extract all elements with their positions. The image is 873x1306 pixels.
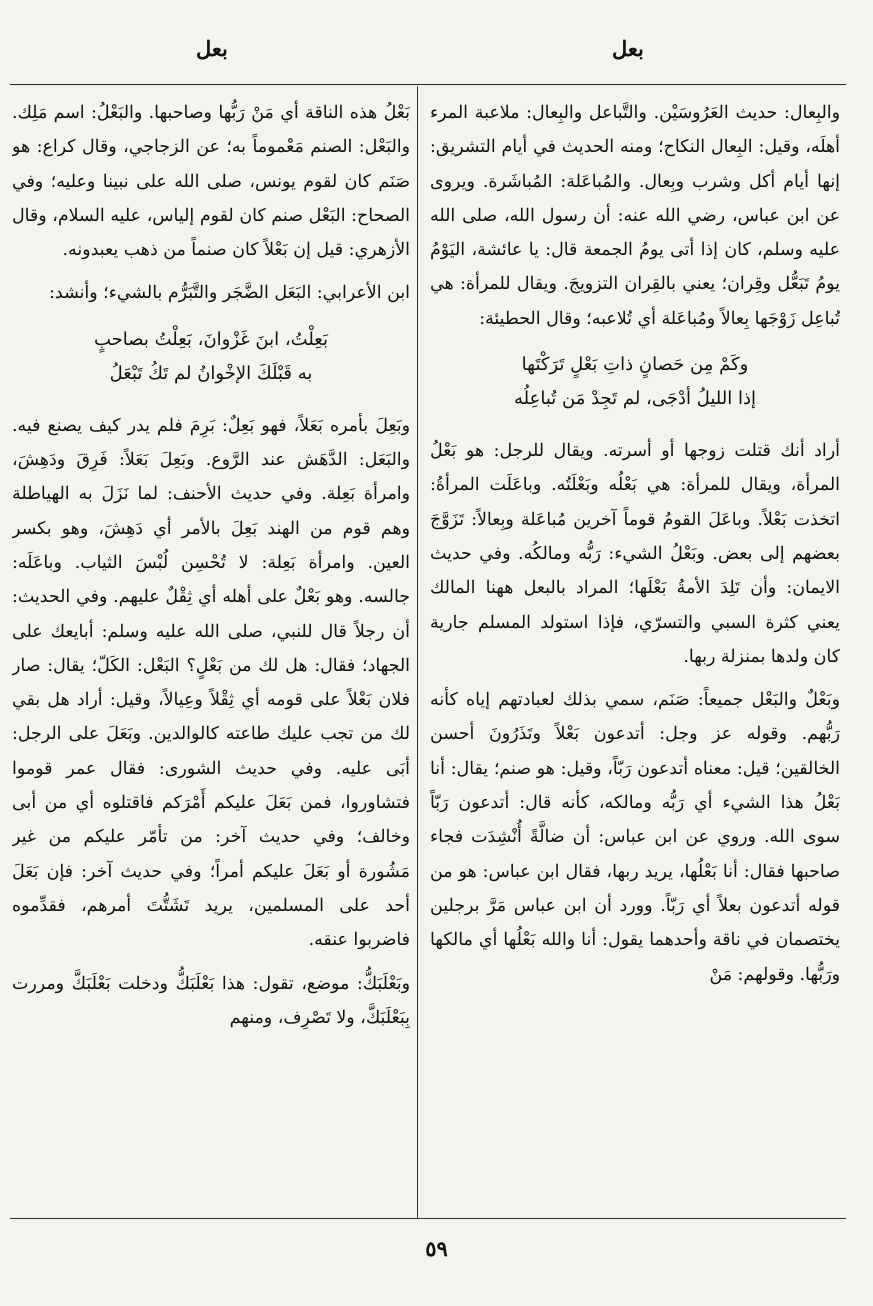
verse-line: به قَبْلَكَ الإخْوانُ لم تَكُ تَبْعَلُ xyxy=(109,362,313,384)
column-divider xyxy=(417,86,418,1218)
paragraph: أراد أنك قتلت زوجها أو أسرته. ويقال للرجل: هو بَعْلُ المرأة، ويقال للمرأة: هي بَعْلُه وبَعْلَتُه. وباعَلَت المرأةُ: اتخذت بَعْلاً. وباعَلَ القومُ قوماً آخرين مُباعَلة وبِعالاً: تَزَوَّجَ بعضهم إلى بعض. وبَعْلُ الشيء: رَبُّه ومالكُه. وفي حديث الايمان: وأن تَلِدَ الأمةُ بَعْلَها؛ المراد بالبعل ههنا المالك يعني كثرة السبي والتسرّي، فإذا استولد المسلم جارية كان ولدها بمنزلة ربها. xyxy=(430,441,840,667)
verse-line: بَعِلْتُ، ابنَ غَزْوانَ، بَعِلْتُ بصاحبٍ xyxy=(93,328,329,350)
header-rule xyxy=(10,84,846,85)
paragraph: وبَعِلَ بأمره بَعَلاً، فهو بَعِلٌ: بَرِمَ فلم يدر كيف يصنع فيه. والبَعَل: الدَّهَش عند الرَّوع. وبَعِلَ بَعَلاً: فَرِقَ ودَهِشَ، وامرأة بَعِلة. وفي حديث الأحنف: لما نَزَلَ به الهياطلة وهم قوم من الهند بَعِلَ بالأمر أي دَهِشَ، وهو بكسر العين. وامرأة بَعِلة: لا تُحْسِن لُبْسَ الثياب. وباعَلَه: جالسه. وهو بَعْلٌ على أهله أي ثِقْلٌ عليهم. وفي الحديث: أن رجلاً قال للنبي، صلى الله عليه وسلم: أبايعك على الجهاد؛ فقال: هل لك من بَعْلٍ؟ البَعْل: الكَلّ؛ يقال: صار فلان بَعْلاً على قومه أي ثِقْلاً وعِيالاً، وقيل: أراد هل بقي لك من تجب عليك طاعته كالوالدين. وبَعَلَ على الرجل: أبَى عليه. وفي حديث الشورى: فقال عمر قوموا فتشاوروا، فمن بَعَلَ عليكم أَمْرَكم فاقتلوه أي من أبى وخالف؛ وفي حديث آخر: من تأمّر عليكم من غير مَشُورة أو بَعَلَ عليكم أمراً؛ وفي حديث آخر: فإن بَعَلَ أحد على المسلمين، يريد تَشَتُّتَ أمرهم، فقدِّموه فاضربوا عنقه. xyxy=(12,415,410,951)
footer-rule xyxy=(10,1218,846,1219)
right-column xyxy=(430,96,840,1216)
running-header-right: بعل xyxy=(612,36,644,61)
paragraph: وبَعْلٌ والبَعْل جميعاً: صَنَم، سمي بذلك لعبادتهم إياه كأنه رَبُّهم. وقوله عز وجل: أتدعون بَعْلاً وتَذَرُونَ أحسن الخالقين؛ قيل: معناه أتدعون رَبّاً، وقيل: هو صنم؛ يقال: أنا بَعْلُ هذا الشيء أي رَبُّه ومالكه، كأنه قال: أتدعون رَبّاً سوى الله. وروي عن ابن عباس: أن ضالَّةً أُنْشِدَت فجاء صاحبها فقال: أنا بَعْلُها، يريد ربها، فقال ابن عباس: هو من قوله أتدعون بعلاً أي رَبّاً. وورد أن ابن عباس مَرَّ برجلين يختصمان في ناقة وأحدهما يقول: أنا والله بَعْلُها أي مالكها ورَبُّها. وقولهم: مَنْ xyxy=(430,690,840,985)
verse-line: إذا الليلُ أدْجَى، لم تَجِدْ مَن تُباعِلُه xyxy=(514,388,756,410)
poetry-verse xyxy=(12,323,410,391)
verse-line: وكَمْ مِن حَصانٍ ذاتِ بَعْلٍ تَرَكْتَها xyxy=(521,354,749,376)
paragraph: وبَعْلَبَكُّ: موضع، تقول: هذا بَعْلَبَكُّ ودخلت بَعْلَبَكَّ ومررت بِبَعْلَبَكَّ، ولا تَصْرِف، ومنهم xyxy=(12,973,410,1028)
left-column xyxy=(12,96,410,1216)
running-header-left: بعل xyxy=(196,36,228,61)
poetry-verse xyxy=(430,348,840,416)
page-number: ٥٩ xyxy=(425,1236,448,1261)
paragraph: ابن الأعرابي: البَعَل الضَّجَر والتَّبَرُّم بالشيء؛ وأنشد: xyxy=(49,283,410,304)
paragraph: بَعْلُ هذه الناقة أي مَنْ رَبُّها وصاحبها. والبَعْلُ: اسم مَلِك. والبَعْل: الصنم مَعْموماً به؛ عن الزجاجي، وقال كراع: هو صَنَم كان لقوم يونس، صلى الله على نبينا وعليه؛ وفي الصحاح: البَعْل صنم كان لقوم إلياس، عليه السلام، وقال الأزهري: قيل إن بَعْلاً كان صنماً من ذهب يعبدونه. xyxy=(12,103,410,261)
paragraph: والبِعال: حديث العَرُوسَيْن. والتَّباعل والبِعال: ملاعبة المرء أهلَه، وقيل: البِعال النكاح؛ ومنه الحديث في أيام التشريق: إنها أيام أكل وشرب وبِعال. والمُباعَلة: المُباشَرة. ويروى عن ابن عباس، رضي الله عنه: أن رسول الله، صلى الله عليه وسلم، كان إذا أتى يومُ الجمعة قال: يا عائشة، اليَوْمُ يومُ تَبَعُّل وقِران؛ يعني بالقِران التزويجَ. ويقال للمرأة: هي تُباعِل زَوْجَها بِعالاً ومُباعَلة أي تُلاعبه؛ وقال الحطيئة: xyxy=(430,103,840,329)
